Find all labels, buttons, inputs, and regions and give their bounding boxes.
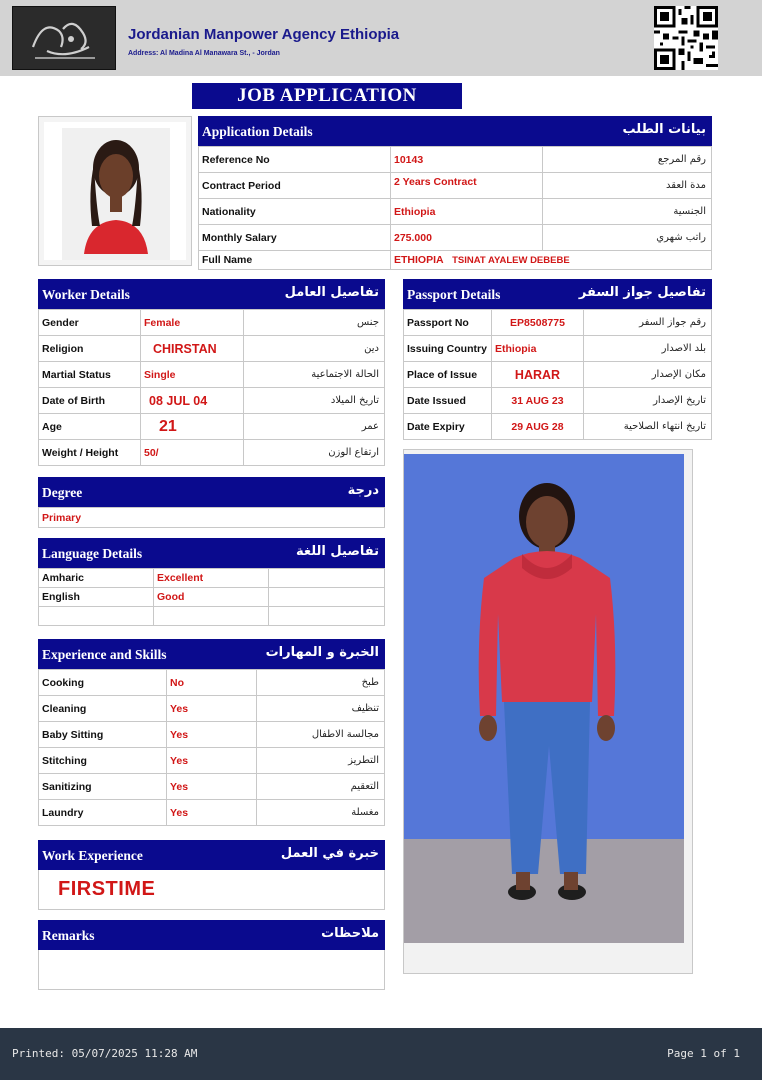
section-title-en: Remarks [42, 928, 95, 943]
print-footer [0, 1028, 762, 1080]
table-row [404, 388, 712, 414]
agency-address: Address: Al Madina Al Manawara St., - Jordan [128, 50, 280, 57]
empty-cell [269, 588, 385, 607]
skill-name: Cleaning [39, 696, 167, 722]
section-title-ar: خبرة في العمل [280, 846, 379, 861]
skills-table [38, 669, 385, 826]
table-row [404, 362, 712, 388]
table-row [39, 748, 385, 774]
table-row [404, 310, 712, 336]
skill-name-ar: التعقيم [257, 774, 385, 800]
portrait-photo [44, 122, 186, 260]
language-details-table [38, 568, 385, 626]
section-title-ar: ملاحظات [321, 926, 379, 941]
field-value: 50/ [141, 440, 244, 466]
qr-code [654, 6, 718, 70]
skill-name: Sanitizing [39, 774, 167, 800]
field-value: Single [141, 362, 244, 388]
field-label: Place of Issue [404, 362, 492, 388]
document-title: JOB APPLICATION [192, 83, 462, 109]
section-title-en: Work Experience [42, 848, 143, 863]
field-value: 29 AUG 28 [492, 414, 584, 440]
field-value: Female [141, 310, 244, 336]
skill-value: No [167, 670, 257, 696]
worker-details-header [38, 279, 385, 309]
field-label: Issuing Country [404, 336, 492, 362]
remarks-box [38, 950, 385, 990]
table-row [39, 588, 385, 607]
section-title-en: Degree [42, 485, 83, 500]
work-experience-section [38, 840, 385, 910]
table-row [39, 414, 385, 440]
degree-section [38, 477, 385, 528]
language-name: Amharic [39, 569, 154, 588]
application-details-table [198, 146, 712, 270]
full-name-value [391, 251, 712, 270]
full-name: TSINAT AYALEW DEBEBE [452, 255, 570, 266]
field-value: 275.000 [391, 225, 543, 251]
remarks-section [38, 920, 385, 990]
language-details-section [38, 538, 385, 626]
page-header [0, 0, 762, 76]
field-label: Date Expiry [404, 414, 492, 440]
skill-name-ar: مغسلة [257, 800, 385, 826]
page-indicator: Page 1 of 1 [667, 1047, 740, 1060]
skills-section [38, 639, 385, 826]
table-row [199, 251, 712, 270]
skill-name-ar: طبخ [257, 670, 385, 696]
field-label: Age [39, 414, 141, 440]
language-level: Good [154, 588, 269, 607]
field-value: Ethiopia [492, 336, 584, 362]
table-row [199, 147, 712, 173]
work-experience-box [38, 870, 385, 910]
field-value: Ethiopia [391, 199, 543, 225]
field-label: Gender [39, 310, 141, 336]
table-row [39, 362, 385, 388]
skill-name: Laundry [39, 800, 167, 826]
field-label: Full Name [199, 251, 391, 270]
field-label: Passport No [404, 310, 492, 336]
passport-details-table [403, 309, 712, 440]
field-label: Martial Status [39, 362, 141, 388]
degree-value: Primary [39, 508, 385, 528]
field-label-ar: مكان الإصدار [584, 362, 712, 388]
field-label: Monthly Salary [199, 225, 391, 251]
table-row [39, 670, 385, 696]
table-row [199, 199, 712, 225]
table-row [39, 440, 385, 466]
field-label-ar: تاريخ انتهاء الصلاحية [584, 414, 712, 440]
language-details-header [38, 538, 385, 568]
field-label: Reference No [199, 147, 391, 173]
field-label-ar: عمر [244, 414, 385, 440]
field-label: Contract Period [199, 173, 391, 199]
field-label-ar: رقم المرجع [543, 147, 712, 173]
field-value: CHIRSTAN [141, 336, 244, 362]
full-name-country: ETHIOPIA [394, 254, 444, 266]
table-row [39, 508, 385, 528]
section-title-en: Experience and Skills [42, 647, 167, 662]
worker-details-section [38, 279, 385, 466]
skill-name-ar: تنظيف [257, 696, 385, 722]
section-title-en: Application Details [202, 124, 313, 139]
empty-cell [269, 607, 385, 626]
field-label: Weight / Height [39, 440, 141, 466]
table-row [39, 388, 385, 414]
work-experience-header [38, 840, 385, 870]
work-experience-value: FIRSTIME [58, 878, 156, 900]
section-title-ar: درجة [347, 483, 379, 498]
agency-name: Jordanian Manpower Agency Ethiopia [128, 26, 400, 43]
remarks-header [38, 920, 385, 950]
field-value: 21 [141, 414, 244, 440]
passport-details-section [403, 279, 712, 440]
field-label-ar: بلد الاصدار [584, 336, 712, 362]
field-value: 08 JUL 04 [141, 388, 244, 414]
language-level: Excellent [154, 569, 269, 588]
application-details-header [198, 116, 712, 146]
table-row [404, 336, 712, 362]
field-label-ar: تاريخ الإصدار [584, 388, 712, 414]
field-label-ar: دين [244, 336, 385, 362]
full-body-photo-frame [403, 449, 693, 974]
table-row [39, 800, 385, 826]
field-value: HARAR [492, 362, 584, 388]
skill-name: Stitching [39, 748, 167, 774]
skill-name-ar: مجالسة الاطفال [257, 722, 385, 748]
field-value: 31 AUG 23 [492, 388, 584, 414]
table-row [39, 722, 385, 748]
skill-name-ar: التطريز [257, 748, 385, 774]
field-value: EP8508775 [492, 310, 584, 336]
field-label-ar: راتب شهري [543, 225, 712, 251]
passport-details-header [403, 279, 712, 309]
worker-details-table [38, 309, 385, 466]
field-value: 2 Years Contract [391, 173, 543, 199]
section-title-ar: تفاصيل العامل [284, 285, 379, 300]
table-row [39, 696, 385, 722]
empty-cell [154, 607, 269, 626]
table-row [39, 607, 385, 626]
printed-timestamp: Printed: 05/07/2025 11:28 AM [12, 1047, 198, 1060]
skill-value: Yes [167, 774, 257, 800]
skill-name: Cooking [39, 670, 167, 696]
section-title-en: Language Details [42, 546, 143, 561]
skill-value: Yes [167, 800, 257, 826]
table-row [199, 225, 712, 251]
field-label: Date of Birth [39, 388, 141, 414]
skill-value: Yes [167, 722, 257, 748]
full-body-photo [404, 454, 684, 943]
field-value: 10143 [391, 147, 543, 173]
portrait-photo-frame [38, 116, 192, 266]
empty-cell [39, 607, 154, 626]
skill-value: Yes [167, 748, 257, 774]
field-label-ar: الجنسية [543, 199, 712, 225]
application-details-section [198, 116, 712, 270]
field-label-ar: رقم جواز السفر [584, 310, 712, 336]
table-row [39, 569, 385, 588]
field-label: Religion [39, 336, 141, 362]
skills-header [38, 639, 385, 669]
field-label-ar: الحالة الاجتماعية [244, 362, 385, 388]
language-name: English [39, 588, 154, 607]
section-title-en: Passport Details [407, 287, 501, 302]
field-label-ar: تاريخ الميلاد [244, 388, 385, 414]
section-title-ar: الخبرة و المهارات [265, 645, 379, 660]
field-label-ar: جنس [244, 310, 385, 336]
table-row [39, 336, 385, 362]
table-row [404, 414, 712, 440]
field-label-ar: مدة العقد [543, 173, 712, 199]
field-label: Nationality [199, 199, 391, 225]
section-title-ar: تفاصيل جواز السفر [578, 285, 706, 300]
degree-table [38, 507, 385, 528]
section-title-ar: بيانات الطلب [622, 122, 706, 137]
field-label: Date Issued [404, 388, 492, 414]
skill-name: Baby Sitting [39, 722, 167, 748]
agency-logo [12, 6, 116, 70]
table-row [39, 310, 385, 336]
table-row [39, 774, 385, 800]
table-row [199, 173, 712, 199]
empty-cell [269, 569, 385, 588]
section-title-en: Worker Details [42, 287, 130, 302]
field-label-ar: ارتفاع الوزن [244, 440, 385, 466]
skill-value: Yes [167, 696, 257, 722]
degree-header [38, 477, 385, 507]
section-title-ar: تفاصيل اللغة [296, 544, 379, 559]
